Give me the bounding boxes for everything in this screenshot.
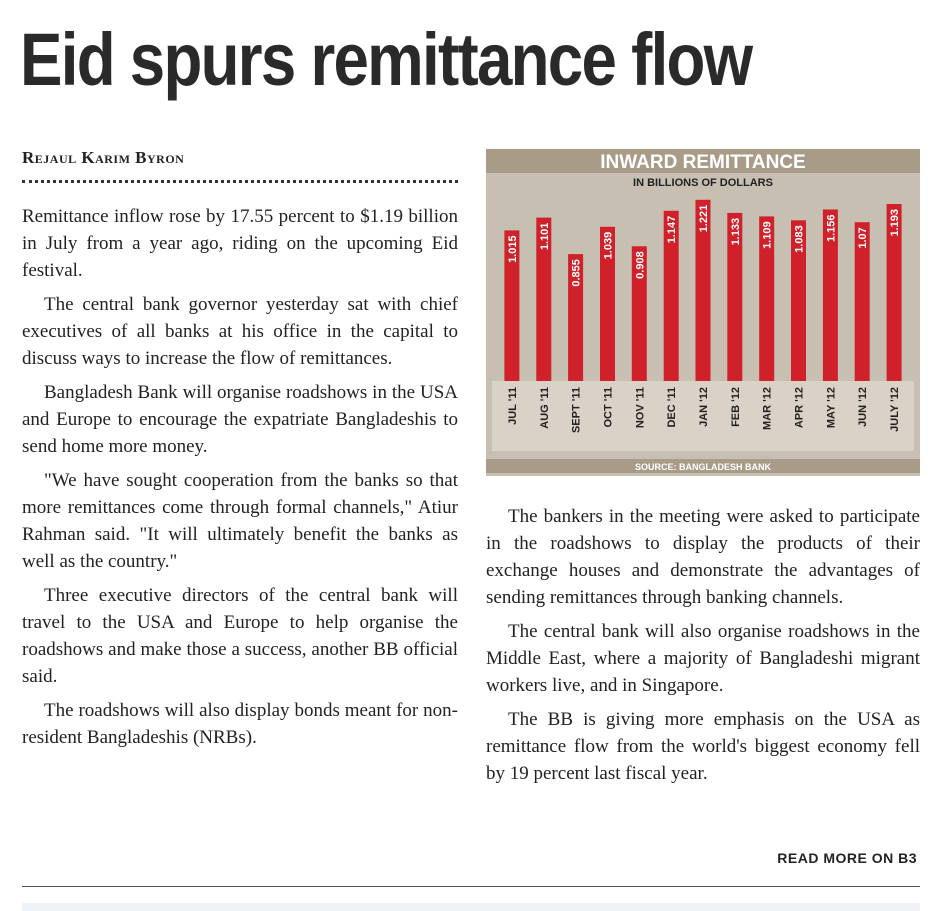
chart-value-label: 1.156 <box>825 214 838 243</box>
article-paragraph: The bankers in the meeting were asked to participate in the roadshows to display the products of their exchange houses and demonstrate the advantages of sending remittances through banking channels. <box>486 506 920 608</box>
chart-category-label: MAR '12 <box>761 387 774 430</box>
chart-category-label: JUL '11 <box>506 387 519 425</box>
remittance-chart-svg <box>486 149 920 476</box>
chart-value-label: 1.101 <box>538 222 551 251</box>
chart-value-label: 1.083 <box>793 225 806 253</box>
chart-value-label: 1.039 <box>602 231 615 260</box>
chart-category-label: DEC '11 <box>666 387 679 428</box>
chart-subtitle: IN BILLIONS OF DOLLARS <box>633 177 773 189</box>
article-left-column <box>22 203 458 758</box>
chart-value-label: 0.908 <box>634 251 647 279</box>
headline: Eid spurs remittance flow <box>20 18 752 101</box>
bottom-band <box>22 903 920 911</box>
chart-value-label: 0.855 <box>570 259 583 287</box>
article-paragraph: Remittance inflow rose by 17.55 percent to $1.19 billion in July from a year ago, riding on the upcoming Eid festival. <box>22 206 458 281</box>
article-paragraph: Bangladesh Bank will organise roadshows in the USA and Europe to encourage the expatriate Bangladeshis to send home more money. <box>22 382 458 457</box>
article-paragraph: The roadshows will also display bonds meant for non-resident Bangladeshis (NRBs). <box>22 700 458 748</box>
chart-category-label: APR '12 <box>793 387 806 429</box>
chart-category-label: OCT '11 <box>602 387 615 428</box>
byline-divider <box>22 180 458 183</box>
chart-category-label: FEB '12 <box>729 387 742 427</box>
chart-value-label: 1.193 <box>889 209 902 237</box>
byline: Rejaul Karim Byron <box>22 148 185 167</box>
read-more-link[interactable]: READ MORE ON B3 <box>777 850 917 866</box>
chart-title: INWARD REMITTANCE <box>600 152 806 173</box>
chart-value-label: 1.015 <box>506 235 519 263</box>
chart-value-label: 1.133 <box>729 217 742 246</box>
chart-category-label: MAY '12 <box>825 387 838 429</box>
chart-category-label: JAN '12 <box>698 387 710 427</box>
chart-category-label: JUN '12 <box>857 387 870 427</box>
article-paragraph: The BB is giving more emphasis on the USA as remittance flow from the world's biggest economy fell by 19 percent last fiscal year. <box>486 709 920 784</box>
remittance-chart <box>486 149 920 476</box>
article-paragraph: The central bank governor yesterday sat with chief executives of all banks at his office in the capital to discuss ways to increase the flow of remittances. <box>22 294 458 369</box>
chart-value-label: 1.221 <box>698 204 710 233</box>
chart-category-label: AUG '11 <box>538 387 551 429</box>
chart-category-label: SEPT '11 <box>570 387 583 434</box>
chart-category-label: JULY '12 <box>889 387 902 432</box>
chart-category-label: NOV '11 <box>634 387 647 429</box>
article-right-column <box>486 503 920 794</box>
chart-value-label: 1.07 <box>857 227 870 249</box>
chart-value-label: 1.147 <box>666 215 679 244</box>
chart-source: SOURCE: BANGLADESH BANK <box>634 462 772 472</box>
bottom-divider <box>22 886 920 887</box>
article-paragraph: "We have sought cooperation from the banks so that more remittances come through formal channels," Atiur Rahman said. "It will ultimately benefit the banks as well as the country." <box>22 470 458 572</box>
chart-value-label: 1.109 <box>761 221 774 249</box>
article-paragraph: Three executive directors of the central bank will travel to the USA and Europe to help organise the roadshows and make those a success, another BB official said. <box>22 585 458 687</box>
article-paragraph: The central bank will also organise roadshows in the Middle East, where a majority of Bangladeshi migrant workers live, and in Singapore. <box>486 621 920 696</box>
